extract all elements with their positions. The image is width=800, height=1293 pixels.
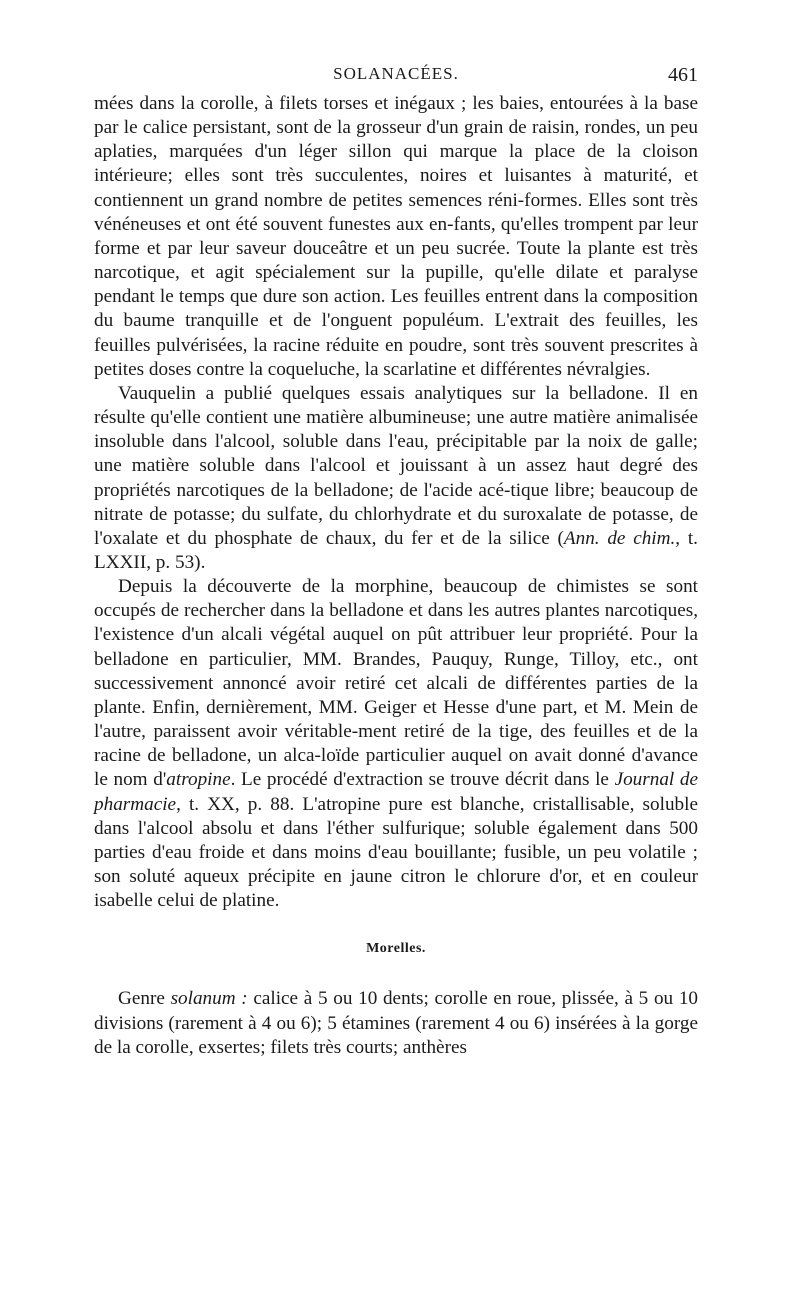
paragraph-2: Vauquelin a publié quelques essais analytiques sur la belladone. Il en résulte qu'elle contient une matière albumineuse; une autre matière animalisée insoluble dans l'alcool, soluble dans l'eau, précipitable par la noix de galle; une matière soluble dans l'alcool et jouissant à un assez haut degré des propriétés narcotiques de la belladone; de l'acide acé-tique libre; beaucoup de nitrate de potasse; du sulfate, du chlorhydrate et du suroxalate de potasse, de l'oxalate et du phosphate de chaux, du fer et de la silice (Ann. de chim., t. LXXII, p. 53).: [94, 382, 698, 573]
italic-text: solanum :: [170, 988, 248, 1010]
section-heading: Morelles.: [366, 941, 426, 957]
paragraph-3: Depuis la découverte de la morphine, beaucoup de chimistes se sont occupés de rechercher dans la belladone et dans les autres plantes narcotiques, l'existence d'un alcali végétal auquel on pût attribuer leur propriété. Pour la belladone en particulier, MM. Brandes, Pauquy, Runge, Tilloy, etc., ont successivement annoncé avoir retiré cet alcali de différentes parties de la plante. Enfin, dernièrement, MM. Geiger et Hesse d'une part, et M. Mein de l'autre, paraissent avoir véritable-ment retiré de la tige, des feuilles et de la racine de belladone, un alca-loïde particulier auquel on avait donné d'avance le nom d'atropine. Le procédé d'extraction se trouve décrit dans le Journal de pharmacie, t. XX, p. 88. L'atropine pure est blanche, cristallisable, soluble dans l'alcool absolu et dans l'éther sulfurique; soluble également dans 500 parties d'eau froide et dans moins d'eau bouillante; fusible, un peu volatile ; son soluté aqueux précipite en jaune citron le chlorure d'or, et en couleur isabelle celui de platine.: [94, 576, 698, 912]
body-text: [94, 92, 698, 913]
italic-text: Ann. de chim.: [563, 527, 676, 549]
running-title: SOLANACÉES.: [333, 64, 459, 83]
page-number: 461: [668, 64, 698, 86]
paragraph-4: Genre solanum : calice à 5 ou 10 dents; corolle en roue, plissée, à 5 ou 10 divisions (rarement à 4 ou 6); 5 étamines (rarement 4 ou 6) insérées à la gorge de la corolle, exsertes; filets très courts; anthères: [94, 988, 699, 1059]
italic-text: Journal de pharmacie: [94, 769, 698, 815]
running-head: [94, 64, 698, 92]
book-page: [94, 64, 698, 1061]
italic-text: atropine: [166, 769, 231, 791]
paragraph-1: mées dans la corolle, à filets torses et inégaux ; les baies, entourées à la base par le calice persistant, sont de la grosseur d'un grain de raisin, rondes, un peu aplaties, marquées d'un léger sillon qui marque la place de la cloison intérieure; elles sont très succulentes, noires et luisantes à maturité, et contiennent un grand nombre de petites semences réni-formes. Elles sont très vénéneuses et ont été souvent funestes aux en-fants, qu'elles trompent par leur forme et par leur saveur douceâtre et un peu sucrée. Toute la plante est très narcotique, et agit spécialement sur la pupille, qu'elle dilate et paralyse pendant le temps que dure son action. Les feuilles entrent dans la composition du baume tranquille et de l'onguent populéum. L'extrait des feuilles, les feuilles pulvérisées, la racine réduite en poudre, sont très souvent prescrites à petites doses contre la coqueluche, la scarlatine et différentes névralgies.: [94, 93, 698, 380]
genre-description: [94, 987, 698, 1061]
